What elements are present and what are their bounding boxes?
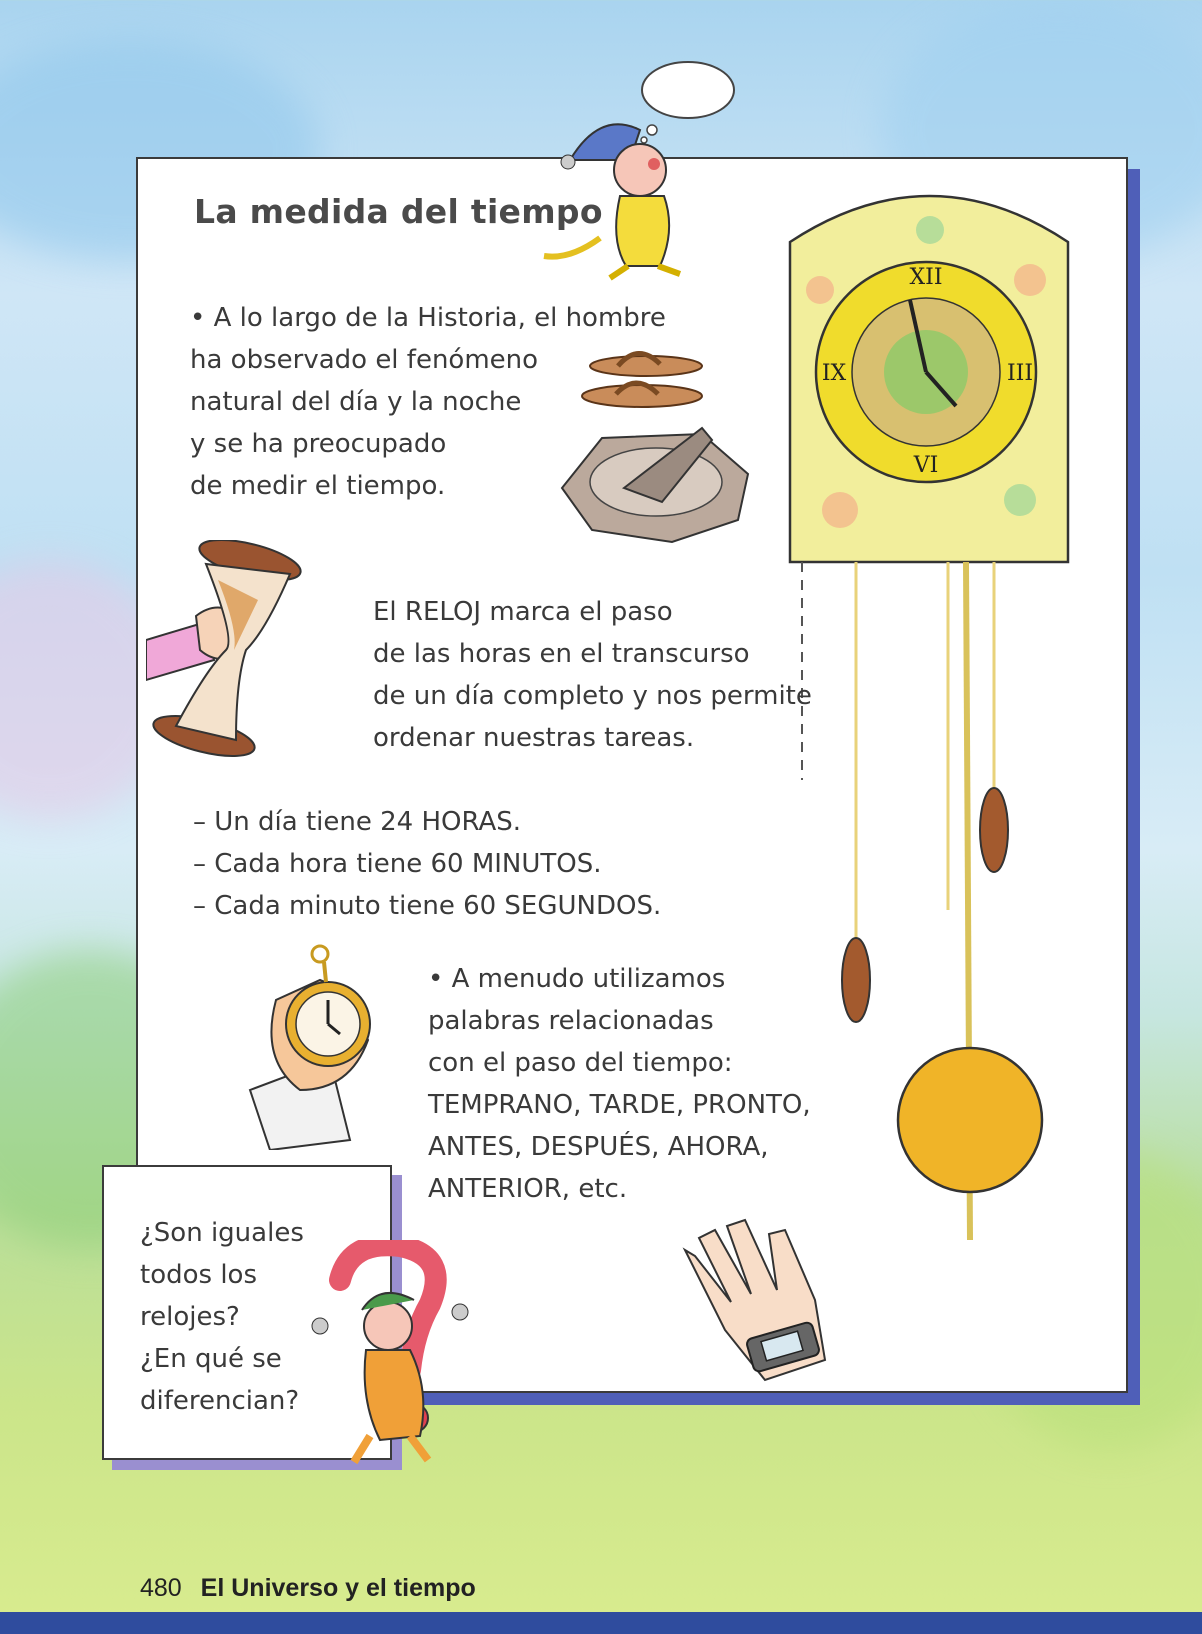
page-number: 480 [140, 1574, 182, 1602]
text-line: de las horas en el transcurso [373, 639, 750, 669]
text-line: de un día completo y nos permite [373, 681, 812, 711]
text-line: natural del día y la noche [190, 387, 522, 417]
section-title: El Universo y el tiempo [200, 1574, 476, 1602]
svg-text:IX: IX [821, 361, 847, 386]
text-line: ANTERIOR, etc. [428, 1174, 628, 1204]
svg-text:XII: XII [909, 265, 943, 290]
question-line: relojes? [140, 1302, 240, 1332]
question-line: diferencian? [140, 1386, 300, 1416]
question-line: todos los [140, 1260, 257, 1290]
page-title: La medida del tiempo [194, 192, 603, 231]
question-jester-illustration [310, 1240, 490, 1470]
text-line: palabras relacionadas [428, 1006, 714, 1036]
text-line: El RELOJ marca el paso [373, 597, 673, 627]
pocket-watch-illustration [240, 940, 390, 1150]
fact-item: – Un día tiene 24 HORAS. [193, 807, 522, 837]
wristwatch-hand-illustration [665, 1210, 845, 1390]
text-line: TEMPRANO, TARDE, PRONTO, [428, 1090, 811, 1120]
svg-text:III: III [1006, 361, 1034, 386]
text-line: • A menudo utilizamos [428, 964, 726, 994]
fact-item: – Cada minuto tiene 60 SEGUNDOS. [193, 891, 662, 921]
sundial-illustration [552, 418, 752, 548]
sandals-illustration [578, 342, 708, 422]
question-line: ¿En qué se [140, 1344, 282, 1374]
hourglass-illustration [146, 540, 346, 770]
text-line: • A lo largo de la Historia, el hombre [190, 303, 666, 333]
text-line: y se ha preocupado [190, 429, 447, 459]
clock-paragraph [373, 591, 812, 759]
bottom-bar [0, 1612, 1202, 1634]
words-paragraph [428, 958, 811, 1210]
wall-clock-illustration [780, 170, 1090, 1290]
text-line: ANTES, DESPUÉS, AHORA, [428, 1132, 769, 1162]
fact-item: – Cada hora tiene 60 MINUTOS. [193, 849, 602, 879]
text-line: ordenar nuestras tareas. [373, 723, 695, 753]
thinking-jester-illustration [540, 60, 740, 290]
question-text [140, 1212, 304, 1422]
text-line: de medir el tiempo. [190, 471, 446, 501]
svg-text:VI: VI [913, 453, 939, 478]
text-line: con el paso del tiempo: [428, 1048, 733, 1078]
question-line: ¿Son iguales [140, 1218, 304, 1248]
text-line: ha observado el fenómeno [190, 345, 539, 375]
time-facts-list [193, 801, 661, 927]
page-footer [140, 1574, 476, 1603]
